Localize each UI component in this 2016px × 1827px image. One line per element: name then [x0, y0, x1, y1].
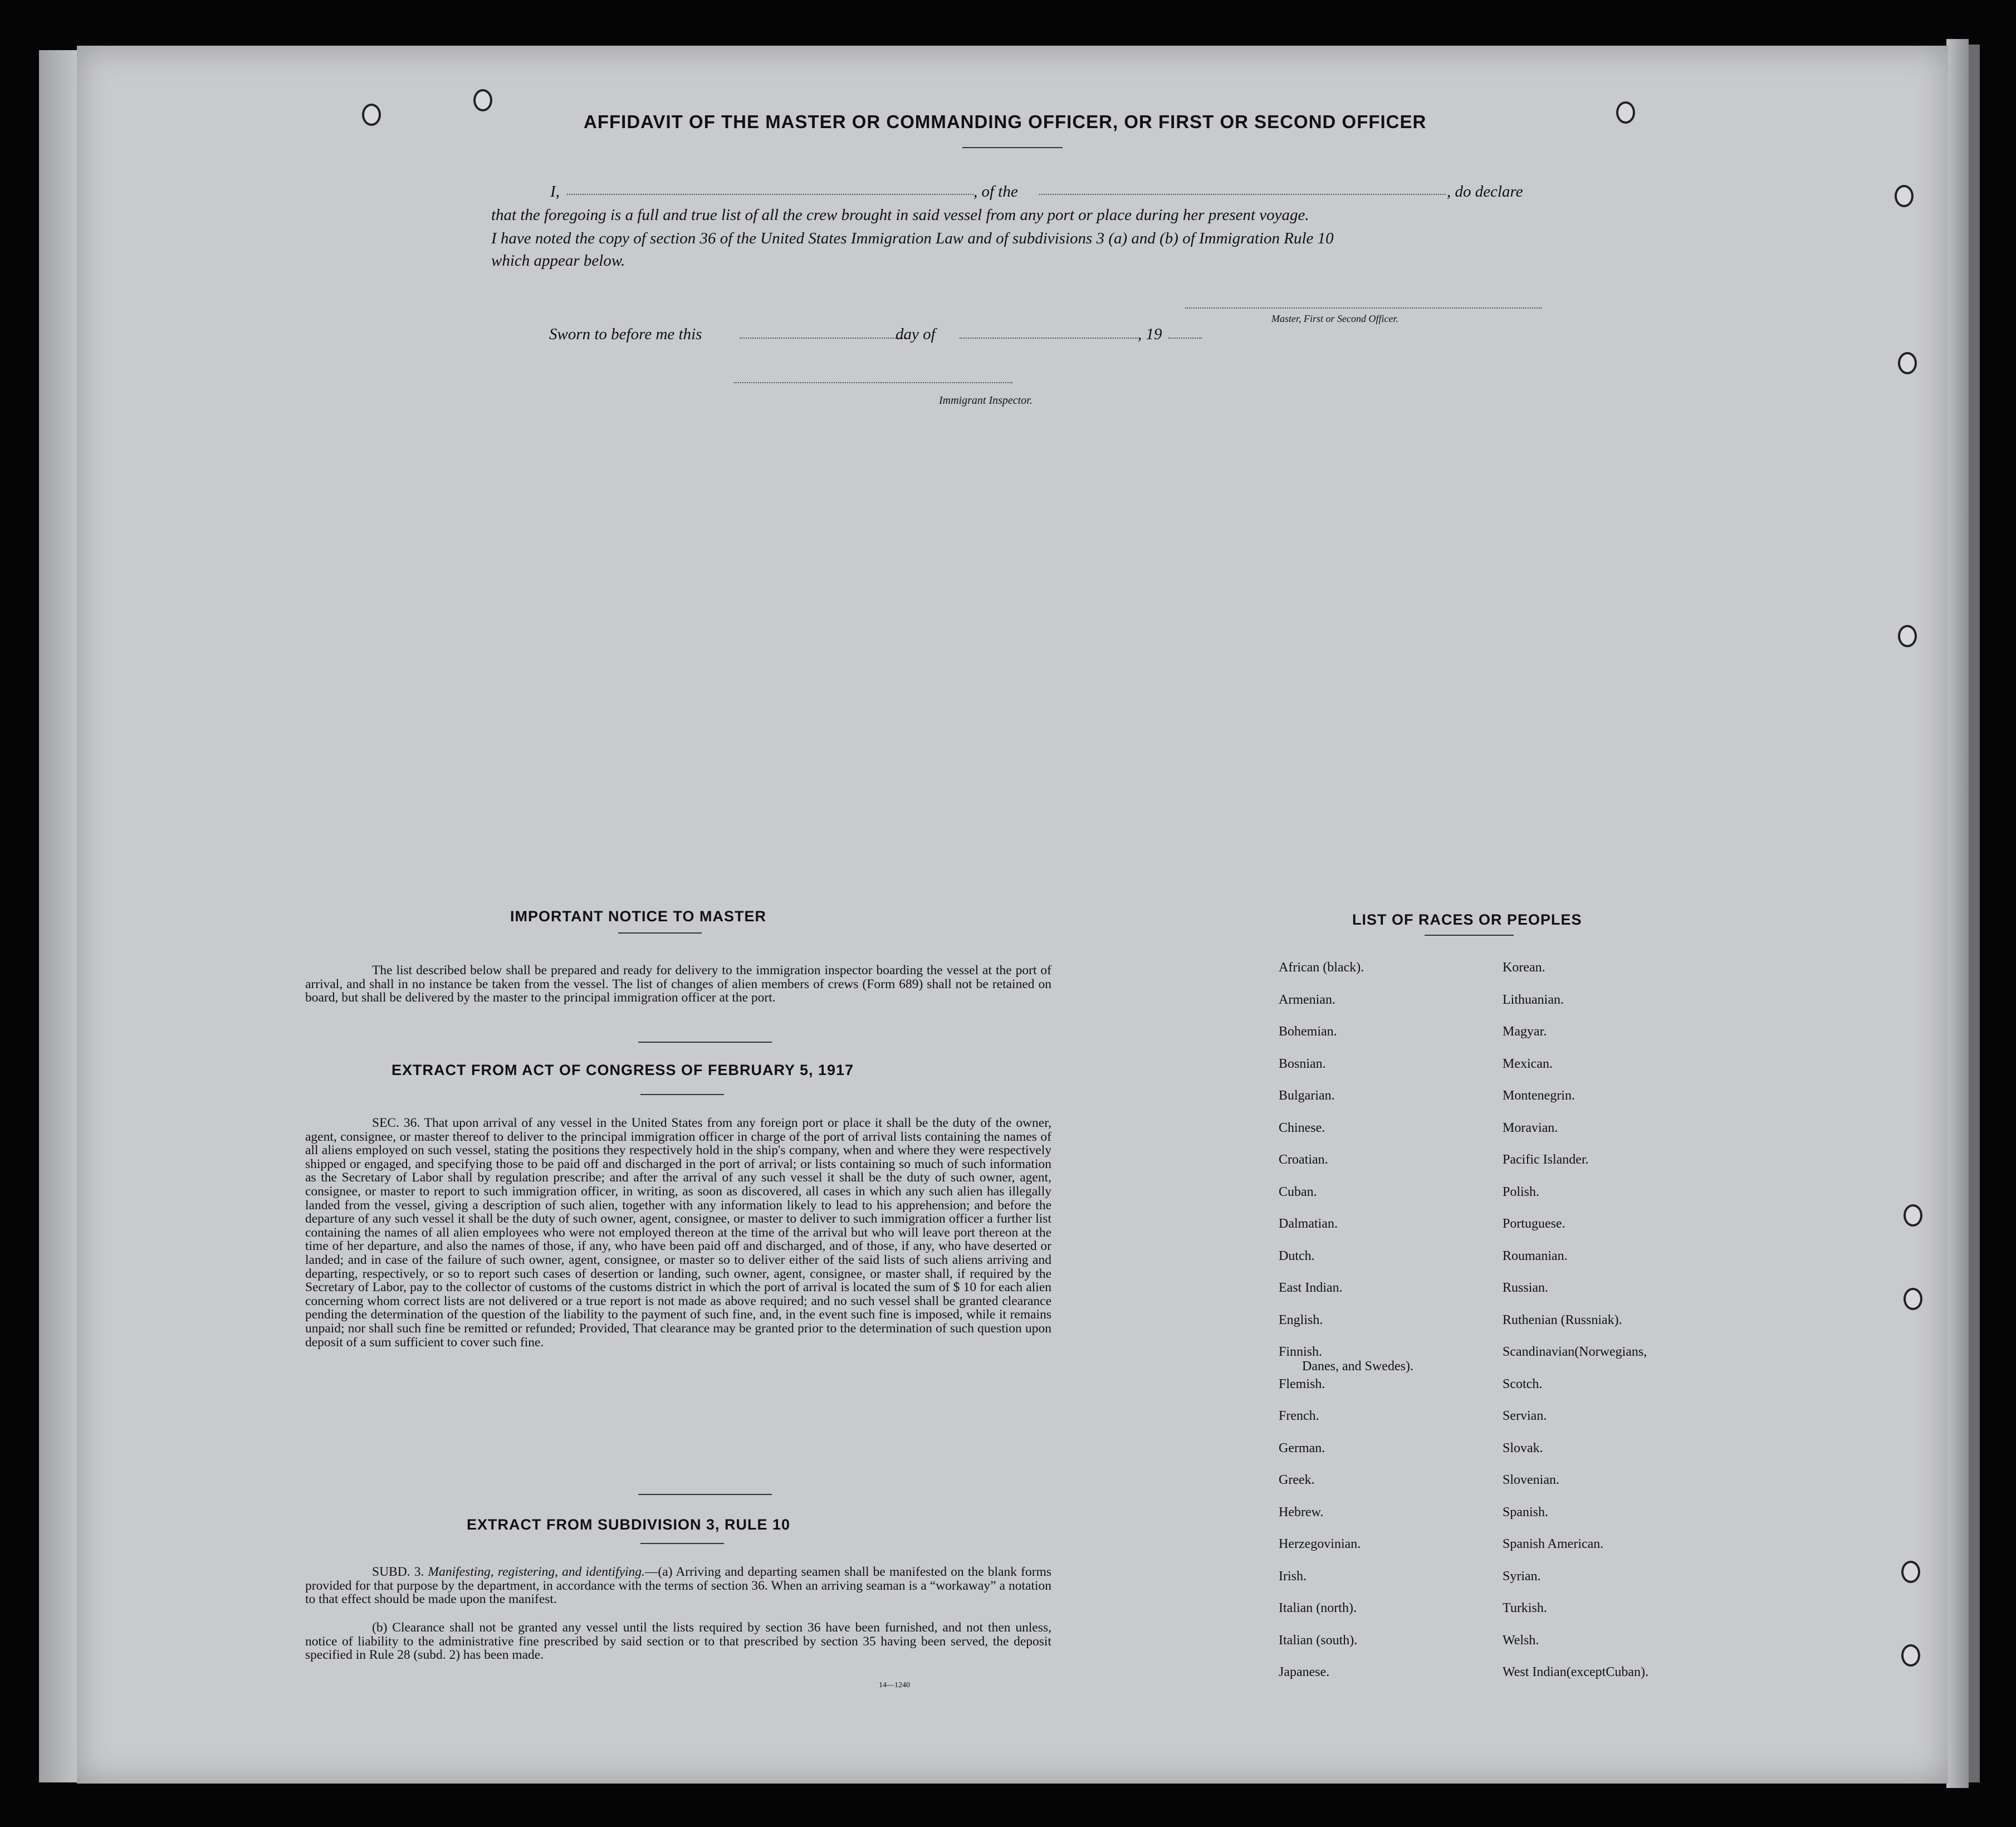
race-item: Bulgarian. [1279, 1088, 1335, 1103]
binding-edge-left [39, 50, 78, 1782]
affidavit-declare: , do declare [1447, 183, 1523, 201]
affidavit-of-the: , of the [973, 183, 1018, 201]
race-item: Danes, and Swedes). [1302, 1359, 1413, 1374]
race-item: Roumanian. [1503, 1248, 1568, 1263]
punch-hole-icon [1901, 1561, 1920, 1583]
inspector-signature-blank [734, 382, 1012, 383]
race-item: French. [1279, 1409, 1319, 1423]
punch-hole-icon [362, 104, 381, 126]
race-item: Russian. [1503, 1281, 1549, 1295]
punch-hole-icon [1898, 352, 1917, 374]
punch-hole-icon [1898, 625, 1917, 647]
race-item: Japanese. [1279, 1665, 1330, 1679]
race-item: Dalmatian. [1279, 1217, 1338, 1231]
race-item: Polish. [1503, 1184, 1540, 1199]
race-item: Mexican. [1503, 1056, 1553, 1071]
form-number: 14—1240 [879, 1681, 910, 1689]
race-item: Bohemian. [1279, 1024, 1337, 1039]
race-item: Hebrew. [1279, 1504, 1324, 1520]
race-item: Greek. [1279, 1473, 1315, 1487]
vessel-blank [1039, 194, 1446, 195]
punch-hole-icon [1904, 1288, 1922, 1310]
notice-body: The list described below shall be prepared and ready for delivery to the immigration inspector boarding the vessel at the port of arrival, and shall in no instance be taken from the vessel. The list of changes of alien members of crews (Form 689) shall not be retained on board, but shall be delivered by the master to the principal immigration officer at the port. [305, 963, 1051, 1005]
subd-prefix: SUBD. 3. [372, 1565, 424, 1579]
race-item: Herzegovinian. [1279, 1537, 1361, 1551]
race-item: Cuban. [1279, 1184, 1317, 1199]
affidavit-i: I, [550, 183, 560, 201]
extract-rule-rule [640, 1543, 724, 1544]
race-item: Pacific Islander. [1503, 1152, 1589, 1167]
sworn-day-blank [740, 338, 907, 339]
race-item: Bosnian. [1279, 1056, 1326, 1071]
master-signature-blank [1185, 307, 1542, 309]
affidavit-title: AFFIDAVIT OF THE MASTER OR COMMANDING OFFICER, OR FIRST OR SECOND OFFICER [584, 111, 1427, 132]
race-item: Slovenian. [1503, 1473, 1559, 1487]
punch-hole-icon [1895, 185, 1914, 207]
extract-act-rule [640, 1094, 724, 1095]
race-item: Turkish. [1503, 1601, 1547, 1615]
punch-hole-icon [473, 89, 492, 111]
subd-heading: Manifesting, registering, and identifying. [428, 1565, 645, 1579]
race-item: Italian (south). [1279, 1633, 1358, 1648]
race-item: Syrian. [1503, 1569, 1541, 1584]
binding-edge-right [1946, 39, 1969, 1788]
race-item: Chinese. [1279, 1120, 1325, 1135]
race-item: Croatian. [1279, 1152, 1328, 1167]
race-item: Spanish. [1503, 1504, 1549, 1520]
race-item: Moravian. [1503, 1120, 1558, 1135]
race-item: West Indian(exceptCuban). [1503, 1665, 1648, 1679]
punch-hole-icon [1901, 1644, 1920, 1667]
race-item: Montenegrin. [1503, 1088, 1575, 1103]
notice-rule [618, 932, 702, 934]
affidavit-line4: which appear below. [491, 252, 625, 270]
affidavit-line3: I have noted the copy of section 36 of the United States Immigration Law and of subdivisions 3 (a) and (b) of Immigration Rule 10 [491, 229, 1334, 247]
extract-rule-para-a [305, 1565, 1051, 1606]
race-item: Ruthenian (Russniak). [1503, 1312, 1622, 1327]
races-title: LIST OF RACES OR PEOPLES [1352, 911, 1582, 928]
extract-rule-para-b: (b) Clearance shall not be granted any vessel until the lists required by section 36 have been furnished, and not then unless, notice of liability to the administrative fine prescribed by said section or to that prescribed by section 35 having been served, the deposit specified in Rule 28 (subd. 2) has been made. [305, 1620, 1051, 1663]
document-page [77, 46, 1948, 1784]
sworn-prefix: Sworn to before me this [549, 325, 702, 343]
race-item: African (black). [1279, 960, 1364, 975]
race-item: Finnish. [1279, 1345, 1323, 1359]
subd-para-a: —(a) Arriving and departing seamen shall be manifested on the blank forms provided for that purpose by the department, in accordance with the terms of section 36. When an arriving seaman is a “workaway” a notation to that effect should be made upon the manifest. [305, 1565, 1052, 1607]
name-blank [567, 194, 973, 195]
race-item: Welsh. [1503, 1633, 1539, 1648]
race-item: Dutch. [1279, 1248, 1315, 1263]
race-item: Flemish. [1279, 1376, 1325, 1391]
race-item: Spanish American. [1503, 1537, 1604, 1551]
extract-rule-title: EXTRACT FROM SUBDIVISION 3, RULE 10 [467, 1516, 791, 1533]
race-item: Slovak. [1503, 1440, 1543, 1455]
race-item: Scandinavian(Norwegians, [1503, 1345, 1647, 1359]
race-item: Korean. [1503, 960, 1545, 975]
sworn-year: , 19 [1138, 325, 1162, 343]
notice-divider [638, 1042, 772, 1043]
race-item: English. [1279, 1312, 1323, 1327]
race-item: German. [1279, 1440, 1325, 1455]
extract-act-title: EXTRACT FROM ACT OF CONGRESS OF FEBRUARY 5, 1917 [392, 1062, 854, 1078]
race-item: Servian. [1503, 1409, 1547, 1423]
race-item: Irish. [1279, 1569, 1307, 1584]
race-item: Magyar. [1503, 1024, 1547, 1039]
binding-edge-right-shadow [1969, 45, 1980, 1782]
race-item: Italian (north). [1279, 1601, 1357, 1615]
race-item: Lithuanian. [1503, 992, 1564, 1007]
notice-title: IMPORTANT NOTICE TO MASTER [510, 908, 766, 925]
title-rule [962, 147, 1063, 148]
master-signature-label: Master, First or Second Officer. [1271, 313, 1398, 324]
punch-hole-icon [1904, 1204, 1922, 1227]
extract-act-body: SEC. 36. That upon arrival of any vessel in the United States from any foreign port or place it shall be the duty of the owner, agent, consignee, or master thereof to deliver to the principal immigration officer in charge of the port of arrival lists containing the names of all aliens employed on such vessel, stating the positions they respectively hold in the ship's company, when and where they were respectively shipped or engaged, and specifying those to be paid off and discharged in the port of arrival; or lists containing so much of such information as the Secretary of Labor shall by regulation prescribe; and after the arrival of any such vessel it shall be the duty of such owner, agent, consignee, or master to report to such immigration officer, in writing, as soon as discovered, all cases in which any such alien has illegally landed from the vessel, giving a description of such alien, together with any information likely to lead to his apprehension; and before the departure of any such vessel it shall be the duty of such owner, agent, consignee, or master to deliver to such immigration officer a further list containing the names of all alien employees who were not employed thereon at the time of the arrival but who will leave port thereon at the time of her departure, and also the names of those, if any, who have been paid off and discharged, and of those, if any, who have deserted or landed; and in case of the failure of such owner, agent, consignee, or master so to deliver either of the said lists of such aliens arriving and departing, respectively, or so to report such cases of desertion or landing, such owner, agent, consignee, or master shall, if required by the Secretary of Labor, pay to the collector of customs of the customs district in which the port of arrival is located the sum of $ 10 for each alien concerning whom correct lists are not delivered or a true report is not made as above required; and no such vessel shall be granted clearance pending the determination of the question of the liability to the payment of such fine, and, in the event such fine is imposed, while it remains unpaid; nor shall such fine be remitted or refunded; Provided, That clearance may be granted prior to the determination of such question upon deposit of a sum sufficient to cover such fine. [305, 1116, 1051, 1350]
races-rule [1425, 935, 1514, 936]
punch-hole-icon [1616, 101, 1635, 124]
affidavit-line2: that the foregoing is a full and true list of all the crew brought in said vessel from any port or place during her present voyage. [491, 206, 1309, 224]
sworn-year-blank [1168, 338, 1202, 339]
race-item: East Indian. [1279, 1281, 1343, 1295]
extract-act-divider [638, 1494, 772, 1495]
inspector-label: Immigrant Inspector. [939, 394, 1033, 407]
race-item: Armenian. [1279, 992, 1335, 1007]
race-item: Portuguese. [1503, 1217, 1565, 1231]
sworn-month-blank [960, 338, 1138, 339]
sworn-day-of: day of [896, 325, 936, 343]
race-item: Scotch. [1503, 1376, 1543, 1391]
